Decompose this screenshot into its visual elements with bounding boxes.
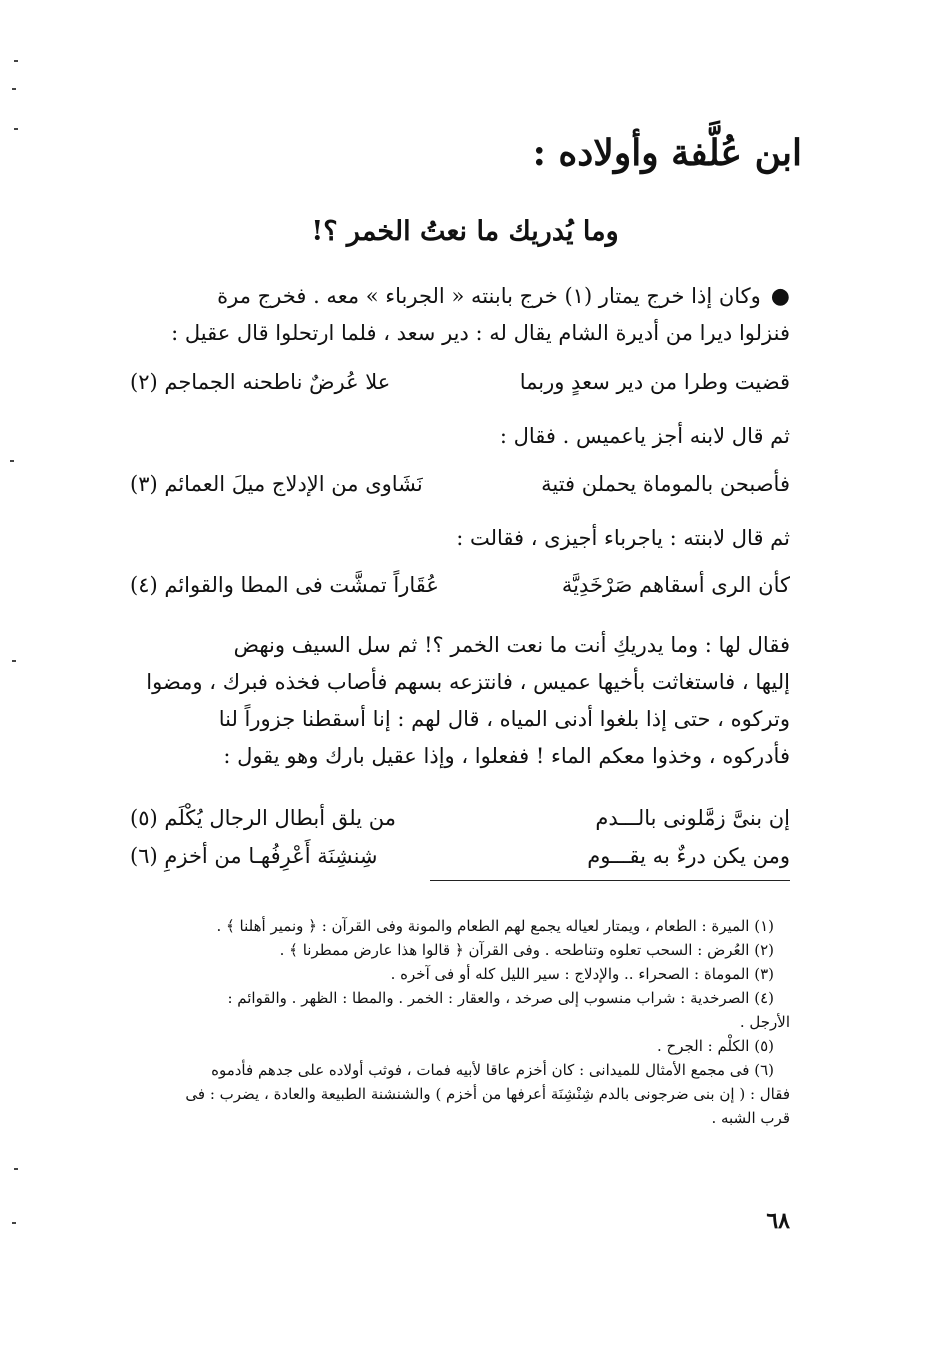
verse-1-first-hemistich: قضيت وطرا من دير سعدٍ وربما	[519, 370, 790, 394]
intro-line-1: ●وكان إذا خرج يمتار (١) خرج بابنته « الجرباء » معه . فخرج مرة	[217, 284, 790, 309]
paragraph-line: فأدركوه ، وخذوا معكم الماء ! ففعلوا ، وإذا عقيل بارك وهو يقول :	[223, 744, 790, 768]
verse-3-first-hemistich: كأن الرى أسقاهم صَرْخَدِيَّة	[561, 573, 790, 597]
footnotes	[130, 914, 790, 1130]
footnote-4-continued: الأرجل .	[739, 1013, 790, 1031]
scan-speck	[12, 1222, 16, 1224]
verse-5-second-hemistich: شِنشِنَة أَعْرِفُهـا من أخزمِ (٦)	[130, 844, 378, 868]
scan-speck	[14, 128, 18, 130]
verse-1	[130, 362, 790, 402]
verse-4-first-hemistich: إن بنىَّ زمَّلونى بالـــدم	[595, 806, 790, 830]
verse-4	[130, 798, 790, 838]
verse-5	[130, 836, 790, 876]
scan-speck	[14, 1168, 18, 1170]
paragraph-line: فقال لها : وما يدريكِ أنت ما نعت الخمر ؟! ثم سل السيف ونهض	[233, 633, 790, 657]
section-subtitle: وما يُدريك ما نعتُ الخمر ؟!	[311, 216, 619, 247]
prose-line-1: ثم قال لابنه أجز ياعميس . فقال :	[499, 424, 790, 448]
footnote-4: (٤) الصرخدية : شراب منسوب إلى صرخد ، والعقار : الخمر . والمطا : الظهر . والقوائم :	[227, 989, 774, 1007]
verse-3-second-hemistich: عُقَاراً تمشَّت فى المطا والقوائم (٤)	[130, 573, 439, 597]
scan-speck	[14, 60, 18, 62]
footnote-6-end: قرب الشبه .	[711, 1109, 790, 1127]
scan-speck	[12, 660, 16, 662]
chapter-title: ابن عُلَّفة وأولاده :	[532, 132, 802, 174]
verse-3	[130, 565, 790, 605]
footnote-6-continued: فقال : ( إن بنى ضرجونى بالدم شِنْشِنَة أعرفها من أخزم ) والشنشنة الطبيعة والعادة ، يضرب : فى	[185, 1085, 790, 1103]
verse-2	[130, 464, 790, 504]
paragraph-line: إليها ، فاستغاثت بأخيها عميس ، فانتزعه بسهم فأصاب فخذه فبرك ، ومضوا	[146, 670, 790, 694]
scan-speck	[12, 88, 16, 90]
footnote-3: (٣) الموماة : الصحراء .. والإدلاج : سير الليل كله أو فى آخره .	[390, 965, 774, 983]
footnote-6: (٦) فى مجمع الأمثال للميدانى : كان أخزم عاقا لأبيه فمات ، فوثب أولاده على جدهم فأدموه	[211, 1061, 774, 1079]
intro-paragraph	[136, 278, 790, 352]
verse-2-second-hemistich: نَشَاوى من الإدلاج ميلَ العمائم (٣)	[130, 472, 423, 496]
footnote-divider	[430, 880, 790, 881]
page-number: ٦٨	[766, 1208, 790, 1234]
verse-1-second-hemistich: علا عُرضٌ ناطحنه الجماجم (٢)	[130, 370, 391, 394]
bullet-icon: ●	[770, 284, 790, 309]
paragraph-line: وتركوه ، حتى إذا بلغوا أدنى المياه ، قال لهم : إنا أسقطنا جزوراً لنا	[218, 707, 790, 731]
main-paragraph	[136, 627, 790, 775]
verse-4-second-hemistich: من يلق أبطال الرجال يُكْلَم (٥)	[130, 806, 396, 830]
footnote-2: (٢) العُرض : السحب تعلوه وتناطحه . وفى القرآن ﴿ قالوا هذا عارض ممطرنا ﴾ .	[279, 941, 774, 959]
intro-line-2: فنزلوا ديرا من أديرة الشام يقال له : دير سعد ، فلما ارتحلوا قال عقيل :	[171, 321, 790, 345]
prose-line-2: ثم قال لابنته : ياجرباء أجيزى ، فقالت :	[456, 526, 790, 550]
verse-5-first-hemistich: ومن يكن درءٌ به يقـــوم	[587, 844, 790, 868]
footnote-1: (١) الميرة : الطعام ، ويمتار لعياله يجمع لهم الطعام والمونة وفى القرآن : ﴿ ونمير أهلنا ﴾ .	[216, 917, 774, 935]
footnote-5: (٥) الكلْم : الجرح .	[656, 1037, 774, 1055]
scan-speck	[10, 460, 14, 462]
verse-2-first-hemistich: فأصبحن بالموماة يحملن فتية	[541, 472, 790, 496]
